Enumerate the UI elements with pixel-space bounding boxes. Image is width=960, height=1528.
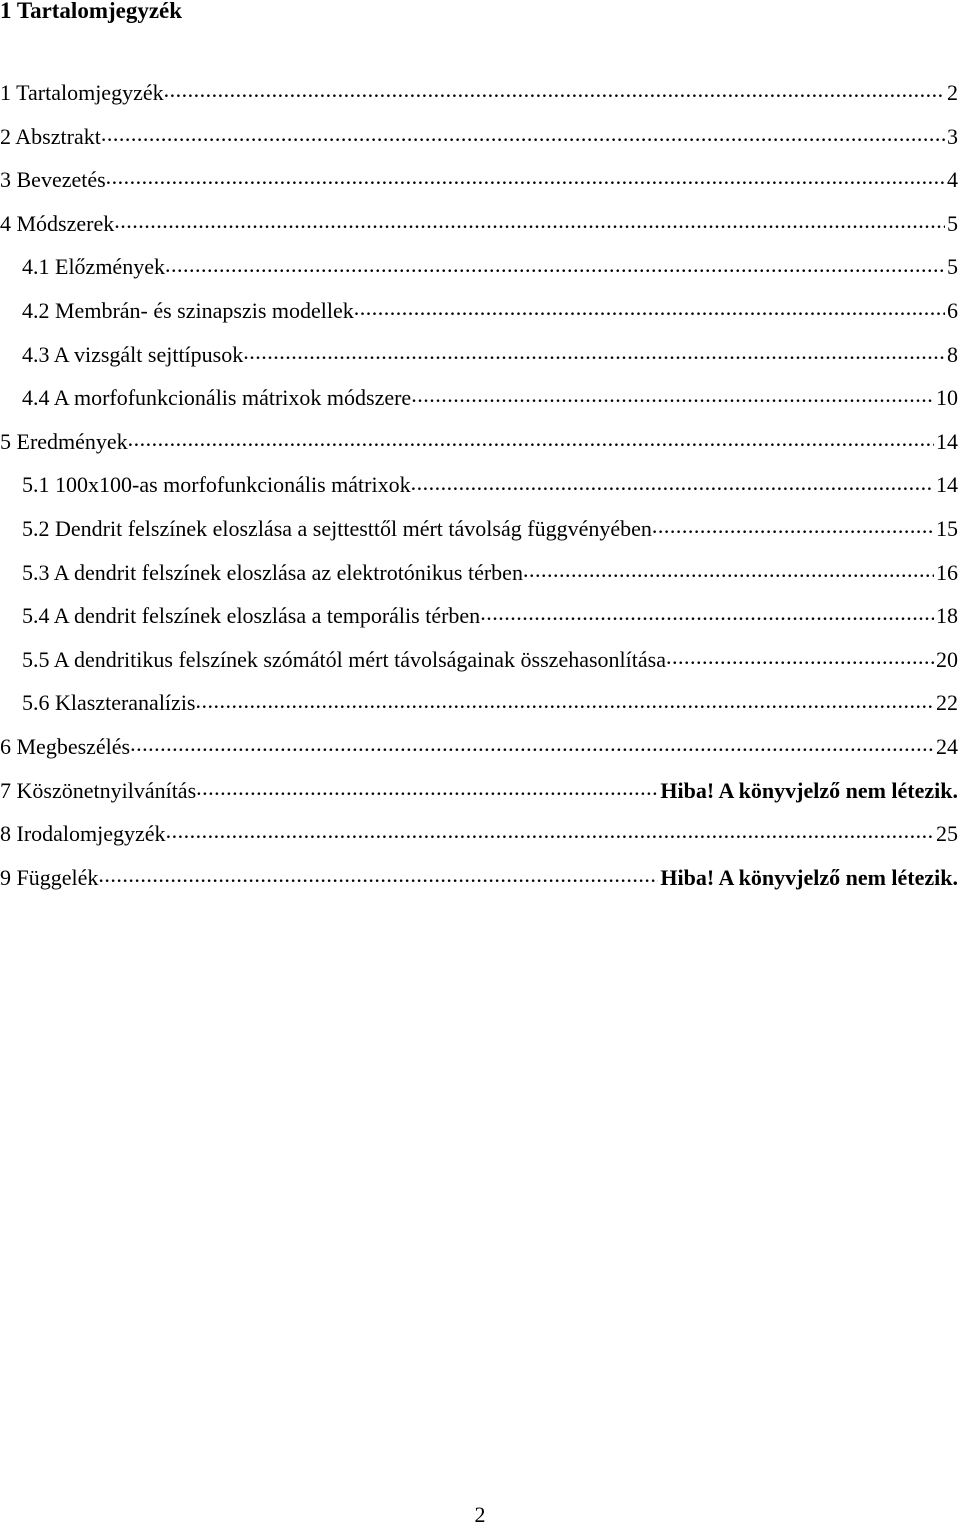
toc-entry-page: Hiba! A könyvjelző nem létezik. [660,864,958,890]
dot-leader [106,165,945,187]
toc-entry-label: 5.4 A dendrit felszínek eloszlása a temporális térben [22,603,481,629]
toc-entry-page: 25 [936,821,958,847]
toc-entry-page: 10 [936,385,958,411]
toc-entry[interactable] [0,340,960,384]
dot-leader [480,601,934,623]
toc-entry-label: 5.1 100x100-as morfofunkcionális mátrixok [22,472,411,498]
dot-leader [164,78,945,100]
dot-leader [354,296,945,318]
toc-entry-label: 5 Eredmények [0,428,128,454]
toc-entry-page: 18 [936,603,958,629]
toc-entry-page: Hiba! A könyvjelző nem létezik. [660,777,958,803]
dot-leader [101,122,945,144]
toc-entry[interactable] [0,383,960,427]
toc-entry[interactable] [0,427,960,471]
toc-entry[interactable] [0,863,960,907]
dot-leader [411,383,934,405]
toc-entry[interactable] [0,601,960,645]
toc-heading: 1 Tartalomjegyzék [0,0,183,23]
toc-entry-label: 4.4 A morfofunkcionális mátrixok módszere [22,385,412,411]
toc-entry-page: 20 [936,646,958,672]
toc-entry-page: 8 [947,341,958,367]
toc-entry[interactable] [0,776,960,820]
toc-entry-page: 5 [947,210,958,236]
toc-entry-page: 4 [947,167,958,193]
dot-leader [98,863,658,885]
dot-leader [523,558,934,580]
toc-entry-label: 9 Függelék [0,864,99,890]
toc-entry-page: 5 [947,254,958,280]
toc-entry[interactable] [0,165,960,209]
toc-entry-label: 5.3 A dendrit felszínek eloszlása az elektrotónikus térben [22,559,523,585]
dot-leader [411,470,934,492]
toc-entry[interactable] [0,514,960,558]
toc-entry-page: 22 [936,690,958,716]
table-of-contents [0,78,960,906]
dot-leader [128,427,934,449]
dot-leader [165,252,945,274]
toc-entry[interactable] [0,645,960,689]
toc-entry-page: 2 [947,80,958,105]
toc-entry[interactable] [0,819,960,863]
toc-entry-label: 4.1 Előzmények [22,254,165,280]
toc-entry-label: 4 Módszerek [0,210,115,236]
toc-entry-page: 16 [936,559,958,585]
toc-entry-label: 2 Absztrakt [0,123,101,149]
toc-entry-label: 6 Megbeszélés [0,733,131,759]
toc-entry-label: 1 Tartalomjegyzék [0,80,164,105]
toc-entry-label: 3 Bevezetés [0,167,106,193]
toc-entry[interactable] [0,732,960,776]
dot-leader [166,819,934,841]
toc-entry-label: 8 Irodalomjegyzék [0,821,166,847]
toc-entry[interactable] [0,78,960,122]
toc-entry[interactable] [0,558,960,602]
dot-leader [243,340,945,362]
toc-entry-page: 14 [936,472,958,498]
toc-entry[interactable] [0,252,960,296]
dot-leader [114,209,945,231]
toc-entry-label: 5.2 Dendrit felszínek eloszlása a sejttesttől mért távolság függvényében [22,515,652,541]
toc-entry-label: 5.5 A dendritikus felszínek szómától mért távolságainak összehasonlítása [22,646,666,672]
dot-leader [196,776,658,798]
dot-leader [196,688,935,710]
dot-leader [652,514,934,536]
toc-entry-page: 15 [936,515,958,541]
toc-entry-page: 14 [936,428,958,454]
toc-entry[interactable] [0,470,960,514]
toc-entry[interactable] [0,122,960,166]
toc-entry[interactable] [0,296,960,340]
toc-entry-page: 6 [947,297,958,323]
toc-entry-label: 4.2 Membrán- és szinapszis modellek [22,297,354,323]
dot-leader [130,732,934,754]
page-number: 2 [474,1502,486,1527]
toc-entry-label: 4.3 A vizsgált sejttípusok [22,341,244,367]
toc-entry-page: 24 [936,733,958,759]
toc-entry-label: 7 Köszönetnyilvánítás [0,777,197,803]
toc-entry[interactable] [0,209,960,253]
toc-entry[interactable] [0,688,960,732]
dot-leader [666,645,934,667]
toc-entry-page: 3 [947,123,958,149]
toc-entry-label: 5.6 Klaszteranalízis [22,690,196,716]
